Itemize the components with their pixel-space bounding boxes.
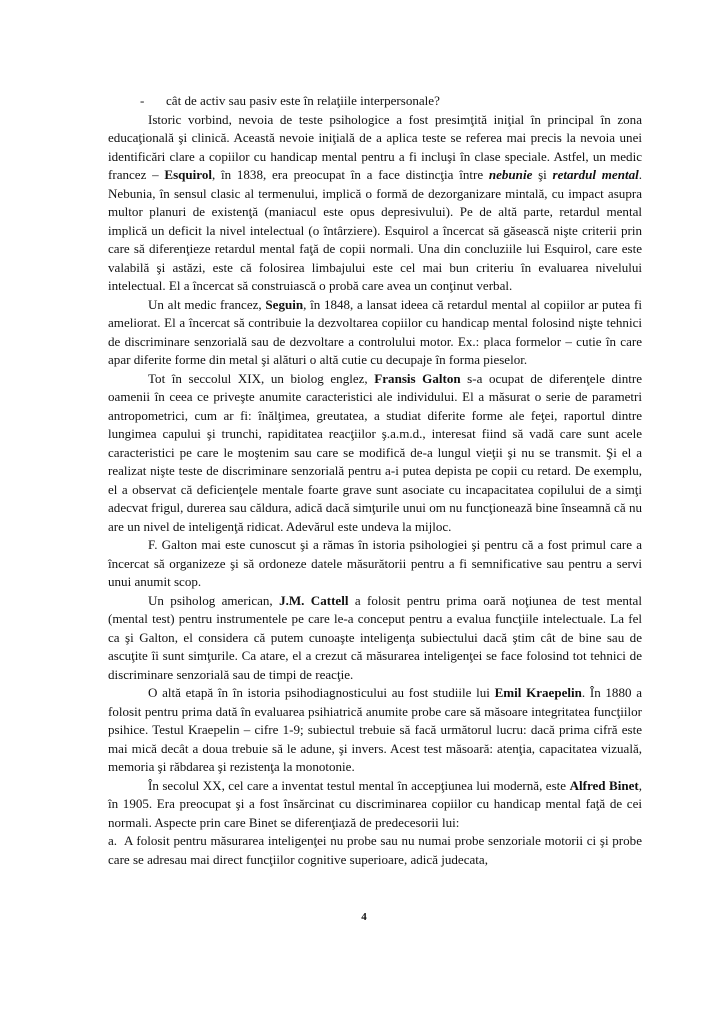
text-span: . Nebunia, în sensul clasic al termenului, implică o formă de dezorganizare mintală, cu impact asupra multor planuri de existenţă (maniacul este opus depresivului). Pe de altă parte, retardul mental implică un deficit la nivel intelectual (o întârziere). Esquirol a încercat să găsească nişte criterii prin care să diferenţieze retardul mental faţă de copii normali. Una din concluziile lui Esquirol, care este valabilă şi astăzi, este că folosirea limbajului este cel mai bun criteriu în evaluarea nivelului intelectual. El a încercat să construiască o probă care avea un conţinut verbal. (108, 167, 642, 293)
name-galton: Fransis Galton (374, 370, 461, 386)
term-nebunie: nebunie (488, 167, 533, 182)
text-span: Tot în seccolul XIX, un biolog englez, (148, 370, 375, 386)
paragraph-galton (108, 370, 642, 537)
text-span: , în 1838, era preocupat în a face distincţia între (212, 167, 489, 182)
text-span: În secolul XX, cel care a inventat testul mental în accepţiunea lui modernă, este (148, 777, 570, 793)
dash-mark: - (140, 93, 145, 108)
paragraph-esquirol (108, 111, 642, 296)
text-span: , în 1848, a lansat ideea că retardul mental al copiilor ar putea fi ameliorat. El a încercat să contribuie la dezvoltarea copiilor cu handicap mental folosind nişte tehnici de discriminare senzorială sau de dezvoltare a controlului motor. Ex.: placa formelor – cutie în care apar diferite forme din metal şi alături o altă cutie cu decupaje în forma pieselor. (108, 296, 642, 367)
paragraph-cattell (108, 592, 642, 685)
bullet-text: cât de activ sau pasiv este în relaţiile interpersonale? (166, 93, 440, 108)
text-span: Istoric vorbind, nevoia de teste psihologice a fost presimţită iniţial în principal în zona educaţională şi clinică. Această nevoie iniţială de a aplica teste se referea mai precis la nevoia unei identificări clare a copiilor cu handicap mental pentru a fi incluşi în clase speciale. Astfel, un medic francez – (108, 111, 642, 182)
text-span: Un alt medic francez, (148, 296, 266, 312)
text-span: şi (532, 167, 553, 182)
document-page (108, 92, 642, 869)
term-retardul-mental: retardul mental (552, 167, 639, 182)
text-span: a folosit pentru prima oară noţiunea de test mental (mental test) pentru instrumentele pe care le-a conceput pentru a evalua funcţiile intelectuale. La fel ca şi Galton, el considera că putem cunoaşte inteligenţa subiectului dacă ştim cât de bine sau de ascuţite îi sunt simţurile. Ca atare, el a crezut că măsurarea inteligenţei se face folosind tot tehnici de discriminare senzorială sau de timpi de reacţie. (108, 592, 642, 682)
text-span: , în 1905. Era preocupat şi a fost însărcinat cu discriminarea copiilor cu handicap mental faţă de cei normali. Aspecte prin care Binet se diferenţiază de predecesorii lui: (108, 777, 643, 830)
text-span: s-a ocupat de diferenţele dintre oamenii în ceea ce priveşte anumite caracteristici ale individului. El a măsurat o serie de parametri antropometrici, cum ar fi: înălţimea, greutatea, a studiat diferite forme ale feţei, raportul dintre lungimea capului şi trunchi, rapiditatea reacţiilor ş.a.m.d., interesat fiind să vadă care sunt acele caracteristici pe care le moştenim sau care se modifică de-a lungul vieţii şi nu se transmit. Şi el a realizat nişte teste de discriminare senzorială pentru a-i putea depista pe copii cu retard. De exemplu, el a observat că deficienţele mentale foarte grave sunt asociate cu incapacitatea copilului de a simţi adecvat frigul, durerea sau căldura, adică dacă simţurile unui om nu funcţionează bine înseamnă că nu are un nivel de inteligenţă ridicat. Adevărul este undeva la mijloc. (108, 370, 642, 534)
paragraph-binet (108, 777, 642, 833)
name-seguin: Seguin (265, 296, 304, 312)
name-esquirol: Esquirol (164, 167, 212, 182)
name-binet: Alfred Binet (569, 777, 639, 793)
name-kraepelin: Emil Kraepelin (494, 685, 582, 700)
list-marker: a. (108, 833, 118, 848)
text-span: . În 1880 a folosit pentru prima dată în evaluarea psihiatrică anumite probe care să măsoare integritatea funcţiilor psihice. Testul Kraepelin – cifre 1-9; subiectul trebuie să facă următorul lucru: dacă prima cifră este mai mică decât a doua trebuie să le adune, şi invers. Acest test măsoară: atenţia, capacitatea vizuală, memoria şi răbdarea şi rezistenţa la monotonie. (108, 685, 642, 774)
list-item-a (108, 832, 642, 869)
bullet-item (108, 92, 642, 111)
paragraph-seguin (108, 296, 642, 370)
text-span: O altă etapă în în istoria psihodiagnosticului au fost studiile lui (148, 685, 495, 700)
paragraph-kraepelin (108, 684, 642, 777)
page-number: 4 (361, 911, 367, 923)
name-cattell: J.M. Cattell (279, 592, 349, 608)
paragraph-galton-2: F. Galton mai este cunoscut şi a rămas în istoria psihologiei şi pentru că a fost primul care a încercat să organizeze şi să ordoneze datele măsurătorii pentru a fi semnificative sau pentru a servi unui anumit scop. (108, 537, 642, 589)
text-span: Un psiholog american, (148, 592, 280, 608)
list-item-text: A folosit pentru măsurarea inteligenţei nu probe sau nu numai probe senzoriale motorii ci şi probe care se adresau mai direct funcţiilor cognitive superioare, adică judecata, (108, 833, 642, 867)
